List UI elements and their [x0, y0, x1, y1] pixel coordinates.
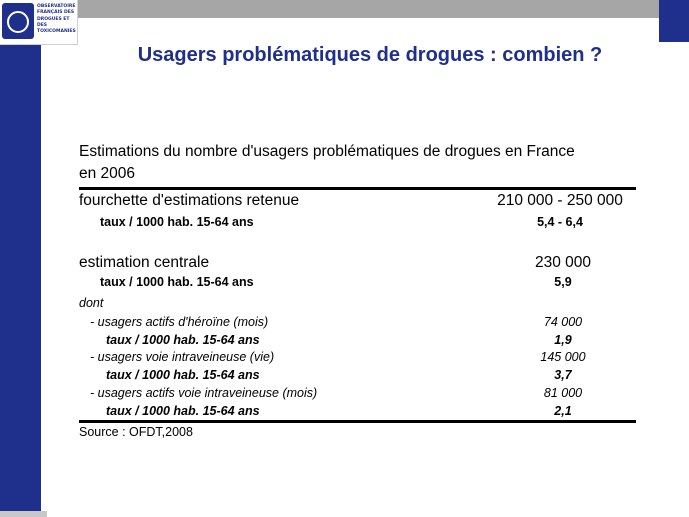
table-row: [0, 215, 689, 233]
table-row: [0, 296, 689, 314]
row-label: fourchette d'estimations retenue: [79, 192, 300, 209]
table-row: [0, 386, 689, 404]
row-label: - usagers actifs d'héroïne (mois): [90, 315, 269, 329]
row-value: 81 000: [543, 386, 583, 400]
row-value: 230 000: [534, 254, 592, 271]
row-label: - usagers voie intraveineuse (vie): [90, 350, 275, 364]
table-row: [0, 192, 689, 210]
row-label: - usagers actifs voie intraveineuse (mois): [90, 386, 318, 400]
row-label: taux / 1000 hab. 15-64 ans: [106, 333, 260, 347]
slide-title: Usagers problématiques de drogues : combien ?: [137, 44, 603, 66]
table-top-rule: [79, 187, 636, 190]
row-label: estimation centrale: [79, 254, 210, 271]
source-note: Source : OFDT,2008: [79, 425, 193, 439]
table-row: [0, 368, 689, 386]
row-value: 145 000: [540, 350, 586, 364]
eu-stars-icon: [7, 11, 29, 33]
ofdt-badge: [2, 3, 34, 39]
ofdt-logo: [0, 0, 78, 45]
row-label: taux / 1000 hab. 15-64 ans: [100, 215, 254, 229]
row-value: 210 000 - 250 000: [497, 192, 623, 209]
corner-decorative-block: [659, 0, 689, 42]
row-value: 2,1: [554, 404, 572, 418]
row-value: 5,9: [554, 275, 572, 289]
bottom-decorative-mark: [0, 511, 47, 517]
table-row: [0, 350, 689, 368]
table-bottom-rule: [79, 420, 636, 423]
table-row: [0, 254, 689, 272]
row-value: 3,7: [554, 368, 572, 382]
table-row: [0, 333, 689, 351]
row-value: 74 000: [543, 315, 583, 329]
row-label: dont: [79, 296, 104, 310]
table-caption: [79, 141, 649, 185]
row-label: taux / 1000 hab. 15-64 ans: [106, 368, 260, 382]
row-value: 5,4 - 6,4: [537, 215, 583, 229]
row-label: taux / 1000 hab. 15-64 ans: [106, 404, 260, 418]
top-decorative-bar: [76, 0, 660, 18]
row-value: 1,9: [554, 333, 572, 347]
table-row: [0, 275, 689, 293]
row-label: taux / 1000 hab. 15-64 ans: [100, 275, 254, 289]
logo-wordmark: OBSERVATOIRE FRANÇAIS DES DROGUES ET DES TOXICOMANIES: [37, 4, 76, 35]
caption-line-2: en 2006: [79, 165, 136, 182]
table-row: [0, 315, 689, 333]
caption-line-1: Estimations du nombre d'usagers problématiques de drogues en France: [79, 143, 575, 160]
